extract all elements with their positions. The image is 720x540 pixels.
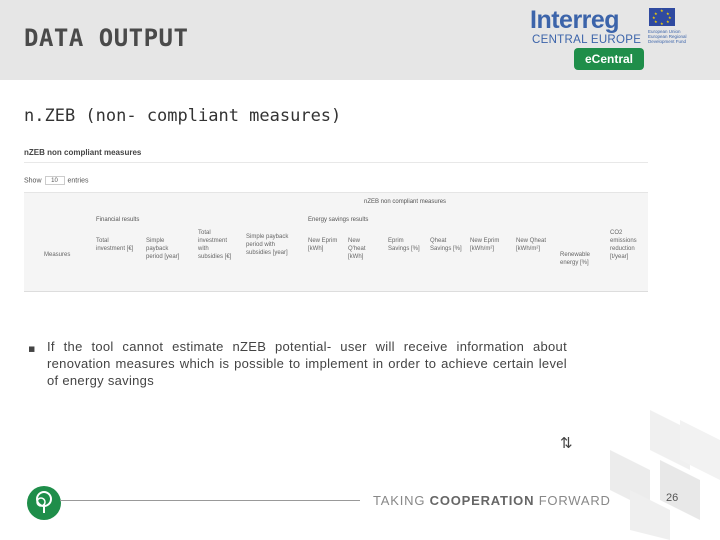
interreg-logo [530, 6, 690, 72]
tagline-part-2: FORWARD [534, 493, 611, 508]
tree-icon [27, 486, 61, 520]
column-header[interactable]: New Eprim [kWh] [308, 238, 338, 252]
ecentral-badge: eCentral [574, 48, 644, 70]
table-rule [24, 291, 648, 292]
column-header[interactable]: Total investment [€] [96, 238, 134, 252]
show-label: Show [24, 177, 42, 185]
column-header[interactable]: Simple payback period [year] [146, 238, 180, 260]
column-header[interactable]: New Qheat [kWh/m²] [516, 238, 547, 252]
panel-title: nZEB non compliant measures [24, 148, 142, 157]
table-caption: nZEB non compliant measures [364, 199, 447, 205]
group-header-financial: Financial results [96, 217, 140, 223]
column-header[interactable]: Eprim Savings [%] [388, 238, 420, 252]
embedded-screenshot [24, 140, 648, 296]
column-header[interactable]: Measures [44, 252, 71, 258]
eu-text: European Union European Regional Development Fund [648, 29, 687, 44]
column-header[interactable]: CO2 emissions reduction [t/year] [610, 230, 637, 260]
eu-flag-icon: ★ ★ ★ ★ ★ ★ ★ ★ [649, 8, 675, 26]
results-table [24, 192, 648, 292]
tagline-part-1: TAKING [373, 493, 430, 508]
bullet-marker: ▪ [28, 342, 36, 355]
group-header-energy: Energy savings results [308, 217, 369, 223]
section-heading: n.ZEB (non- compliant measures) [24, 106, 342, 126]
column-header[interactable]: New Q'heat [kWh] [348, 238, 366, 260]
logo-brand: Interreg [530, 6, 620, 34]
entries-select[interactable]: 10 [45, 176, 65, 185]
decorative-arrows [580, 410, 720, 540]
show-entries [24, 176, 89, 185]
entries-label: entries [67, 177, 89, 185]
sort-arrows-icon: ⇅ [560, 434, 573, 452]
logo-region: CENTRAL EUROPE [532, 34, 642, 46]
panel-divider [24, 162, 648, 163]
column-header[interactable]: Renewable energy [%] [560, 252, 591, 266]
column-header[interactable]: New Eprim [kWh/m²] [470, 238, 500, 252]
slide-title: DATA OUTPUT [24, 24, 189, 52]
bullet-text: If the tool cannot estimate nZEB potential- user will receive information about renovation measures which is possible to implement in order to achieve certain level of energy savings [47, 339, 567, 388]
page-number: 26 [666, 492, 679, 504]
footer-line [60, 500, 360, 501]
column-header[interactable]: Simple payback period with subsidies [year] [246, 234, 289, 256]
column-header[interactable]: Total investment with subsidies [€] [198, 230, 232, 260]
tagline-bold: COOPERATION [429, 493, 535, 508]
footer-tagline [373, 493, 611, 508]
column-header[interactable]: Qheat Savings [%] [430, 238, 462, 252]
